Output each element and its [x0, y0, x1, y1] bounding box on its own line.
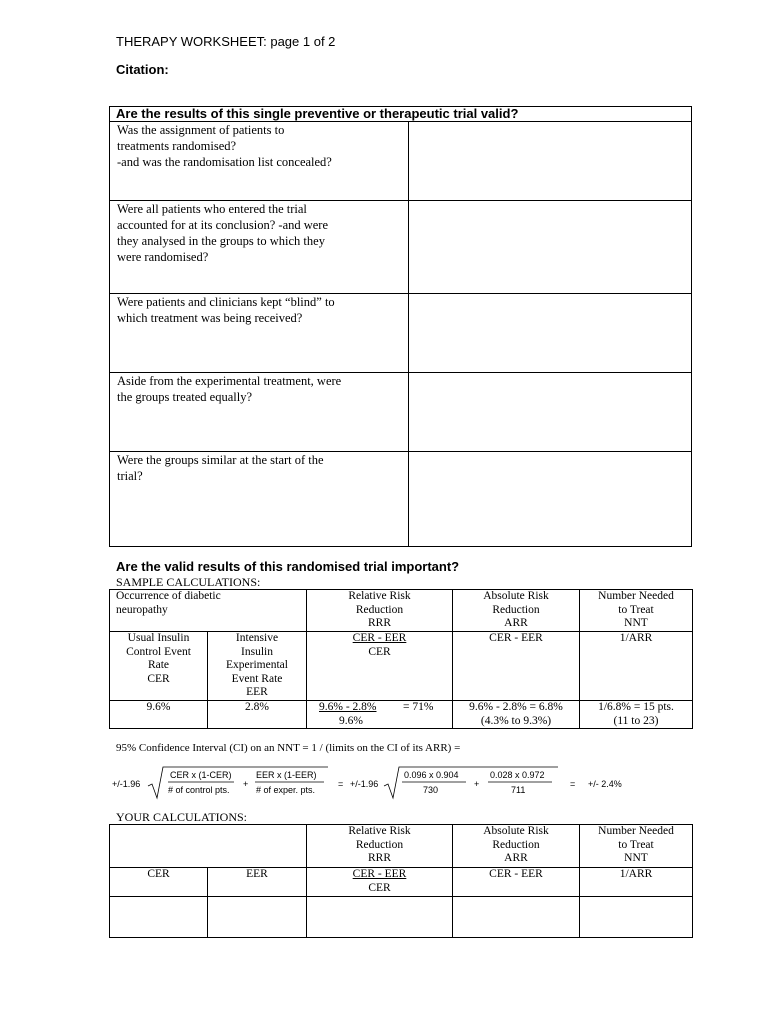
header-line: Number Needed: [598, 825, 674, 837]
question-line: accounted for at its conclusion? -and were: [117, 218, 329, 232]
arr-value-line: 9.6% - 2.8% = 6.8%: [469, 701, 563, 713]
term1-denominator: # of control pts.: [168, 785, 230, 795]
header-line: RRR: [367, 617, 391, 629]
header-line: Absolute Risk: [483, 590, 549, 602]
header-line: Occurrence of diabetic: [116, 590, 221, 602]
formula-denominator: CER: [368, 645, 391, 658]
formula-denominator: CER: [368, 881, 391, 894]
arr-value: [453, 701, 580, 729]
question-line: which treatment was being received?: [117, 311, 303, 325]
your-nnt-input[interactable]: [580, 897, 693, 938]
rrr-value-result: = 71%: [403, 701, 434, 713]
your-arr-header: [453, 825, 580, 868]
header-line: to Treat: [618, 603, 654, 616]
answer-cell[interactable]: [409, 122, 692, 201]
question-line: treatments randomised?: [117, 139, 237, 153]
header-line: Intensive: [235, 632, 279, 644]
header-line: neuropathy: [116, 603, 168, 616]
your-eer-header: EER: [208, 868, 307, 897]
arr-header: [453, 590, 580, 632]
rrr-value-denominator: 9.6%: [339, 714, 363, 727]
header-line: Control Event: [126, 645, 191, 658]
importance-heading: Are the valid results of this randomised trial important?: [116, 559, 460, 574]
header-line: Rate: [147, 659, 170, 671]
ci-formula: [110, 762, 670, 804]
answer-cell[interactable]: [409, 373, 692, 452]
question-randomisation: [110, 122, 409, 201]
your-cer-input[interactable]: [110, 897, 208, 938]
formula-text: 1/ARR: [619, 632, 653, 644]
answer-cell[interactable]: [409, 452, 692, 547]
answer-cell[interactable]: [409, 201, 692, 294]
arr-formula: [453, 632, 580, 701]
question-line: Were the groups similar at the start of the: [117, 453, 324, 467]
question-line: Were patients and clinicians kept “blind” to: [117, 295, 335, 309]
header-line: CER: [147, 672, 170, 685]
question-treated-equally: [110, 373, 409, 452]
your-eer-input[interactable]: [208, 897, 307, 938]
header-line: Insulin: [241, 645, 273, 658]
term2-numerator: EER x (1-EER): [256, 770, 317, 780]
header-line: ARR: [504, 617, 528, 629]
your-nnt-formula: 1/ARR: [580, 868, 693, 897]
citation-label: Citation:: [116, 62, 169, 77]
question-line: the groups treated equally?: [117, 390, 253, 404]
your-blank-header[interactable]: [110, 825, 307, 868]
sample-calculations-table: [109, 589, 693, 729]
value2-denominator: 711: [511, 785, 526, 795]
header-line: to Treat: [618, 838, 654, 851]
rrr-header: [307, 590, 453, 632]
your-rrr-input[interactable]: [307, 897, 453, 938]
header-line: ARR: [504, 852, 528, 864]
ci-result: +/- 2.4%: [588, 779, 622, 789]
question-accounted: [110, 201, 409, 294]
your-calculations-heading: YOUR CALCULATIONS:: [116, 810, 248, 824]
your-calculations-table: [109, 824, 693, 938]
sample-calculations-heading: SAMPLE CALCULATIONS:: [116, 575, 261, 589]
plus-symbolic: +: [243, 779, 249, 789]
question-line: -and was the randomisation list concealed?: [117, 155, 332, 169]
header-line: Usual Insulin: [127, 632, 190, 644]
question-line: Were all patients who entered the trial: [117, 202, 307, 216]
question-line: Was the assignment of patients to: [117, 123, 285, 137]
rrr-formula: [307, 632, 453, 701]
your-arr-input[interactable]: [453, 897, 580, 938]
header-line: NNT: [624, 852, 648, 864]
nnt-header: [580, 590, 693, 632]
question-line: Aside from the experimental treatment, were: [117, 374, 342, 388]
nnt-value-line: 1/6.8% = 15 pts.: [598, 701, 674, 713]
your-rrr-header: [307, 825, 453, 868]
cer-header: [110, 632, 208, 701]
occurrence-header: [110, 590, 307, 632]
question-line: were randomised?: [117, 250, 209, 264]
header-line: Reduction: [355, 838, 404, 851]
term1-numerator: CER x (1-CER): [170, 770, 232, 780]
value1-denominator: 730: [423, 785, 439, 795]
header-line: Relative Risk: [348, 825, 411, 837]
question-line: they analysed in the groups to which they: [117, 234, 325, 248]
your-nnt-header: [580, 825, 693, 868]
validity-heading: Are the results of this single preventive or therapeutic trial valid?: [110, 107, 692, 122]
value2-numerator: 0.028 x 0.972: [490, 770, 545, 780]
formula-text: CER - EER: [489, 632, 543, 644]
rrr-value: [307, 701, 453, 729]
your-arr-formula: CER - EER: [453, 868, 580, 897]
confidence-interval-text: 95% Confidence Interval (CI) on an NNT = 1 / (limits on the CI of its ARR) =: [116, 742, 461, 754]
formula-numerator: CER - EER: [352, 632, 407, 644]
arr-value-ci: (4.3% to 9.3%): [480, 714, 552, 727]
validity-table: [109, 106, 692, 547]
header-line: EER: [246, 686, 268, 698]
nnt-formula: [580, 632, 693, 701]
header-line: Reduction: [492, 603, 540, 616]
header-line: Reduction: [492, 838, 540, 851]
header-line: Event Rate: [231, 672, 283, 685]
header-line: Relative Risk: [348, 590, 411, 602]
plus-numeric: +: [474, 779, 480, 789]
value1-numerator: 0.096 x 0.904: [404, 770, 459, 780]
header-line: Absolute Risk: [483, 825, 549, 837]
question-blind: [110, 294, 409, 373]
your-rrr-formula: [307, 868, 453, 897]
header-line: NNT: [624, 617, 648, 629]
header-line: Experimental: [226, 659, 288, 671]
answer-cell[interactable]: [409, 294, 692, 373]
header-line: Number Needed: [598, 590, 674, 602]
eer-value: 2.8%: [208, 701, 307, 729]
pm-196-symbolic: +/-1.96: [112, 779, 141, 789]
header-line: Reduction: [355, 603, 404, 616]
your-cer-header: CER: [110, 868, 208, 897]
nnt-value-ci: (11 to 23): [613, 714, 659, 727]
question-line: trial?: [117, 469, 143, 483]
pm-196-numeric: +/-1.96: [350, 779, 379, 789]
formula-numerator: CER - EER: [352, 868, 407, 880]
nnt-value: [580, 701, 693, 729]
question-groups-similar: [110, 452, 409, 547]
equals-1: =: [338, 779, 344, 789]
equals-2: =: [570, 779, 576, 789]
rrr-value-numerator: 9.6% - 2.8%: [319, 701, 377, 713]
page-title: THERAPY WORKSHEET: page 1 of 2: [116, 34, 336, 49]
header-line: RRR: [367, 852, 391, 864]
cer-value: 9.6%: [110, 701, 208, 729]
eer-header: [208, 632, 307, 701]
term2-denominator: # of exper. pts.: [256, 785, 316, 795]
